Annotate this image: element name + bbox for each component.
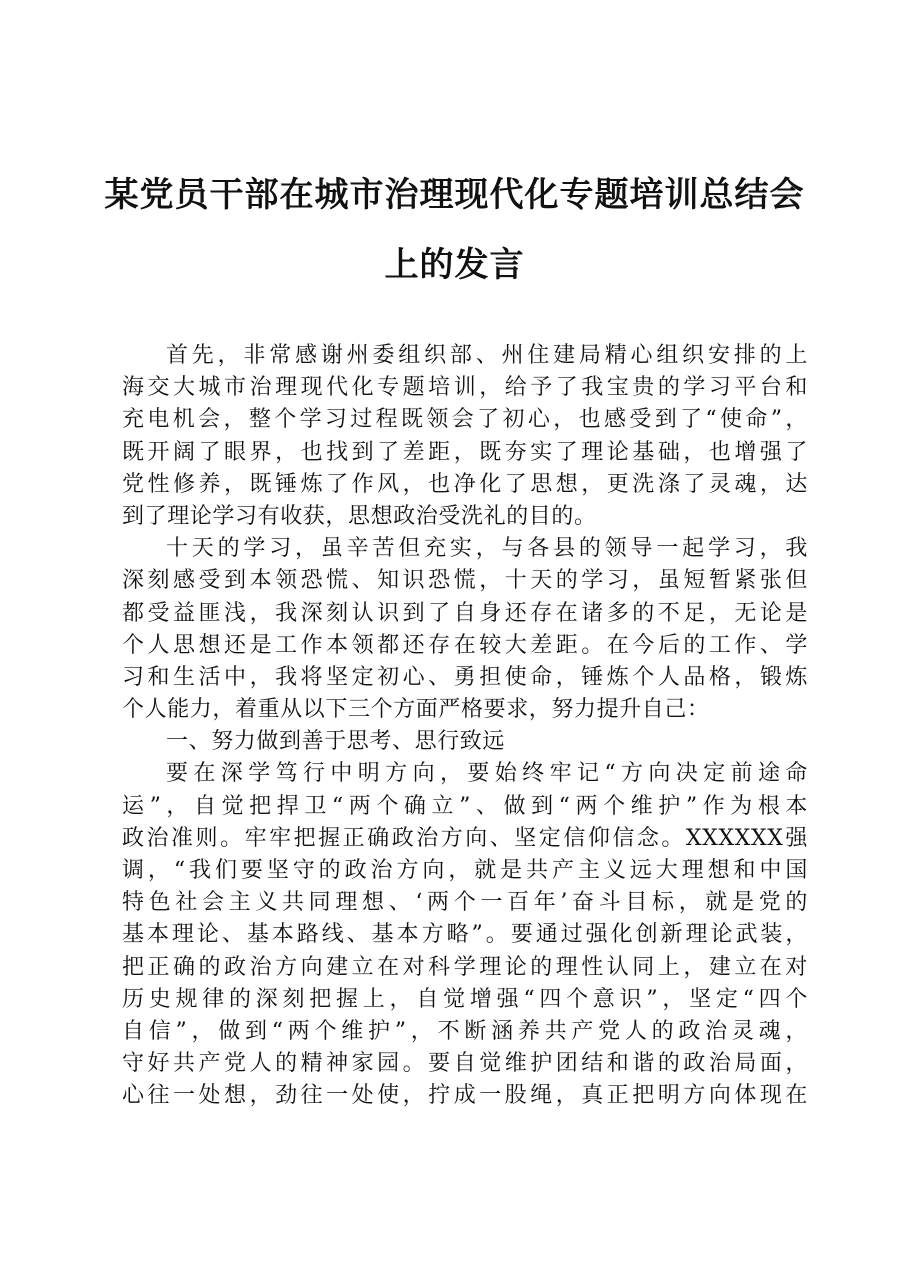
text-line: 历史规律的深刻把握上，自觉增强“四个意识”，坚定“四个 <box>122 986 808 1012</box>
text-line: 要在深学笃行中明方向，要始终牢记“方向决定前途命 <box>166 761 808 787</box>
title-line-1: 某党员干部在城市治理现代化专题培训总结会 <box>104 175 805 215</box>
text-line: 个人思想还是工作本领都还存在较大差距。在今后的工作、学 <box>122 632 808 658</box>
text-line: 运”，自觉把捍卫“两个确立”、做到“两个维护”作为根本 <box>122 793 808 819</box>
text-line: 既开阔了眼界，也找到了差距，既夯实了理论基础，也增强了 <box>122 439 808 465</box>
text-line: 心往一处想，劲往一处使，拧成一股绳，真正把明方向体现在 <box>122 1083 808 1109</box>
text-line: 基本理论、基本路线、基本方略”。要通过强化创新理论武装， <box>122 922 808 948</box>
paragraph-direction <box>122 758 808 1112</box>
text-line: 深刻感受到本领恐慌、知识恐慌，十天的学习，虽短暂紧张但 <box>122 568 808 594</box>
text-line: 首先，非常感谢州委组织部、州住建局精心组织安排的上 <box>166 343 808 368</box>
text-line: 把正确的政治方向建立在对科学理论的理性认同上，建立在对 <box>122 954 808 980</box>
document-title <box>80 160 829 300</box>
text-line: 个人能力，着重从以下三个方面严格要求，努力提升自己： <box>122 697 710 723</box>
text-line: 海交大城市治理现代化专题培训，给予了我宝贵的学习平台和 <box>122 375 808 401</box>
text-line: 政治准则。牢牢把握正确政治方向、坚定信仰信念。XXXXXX强 <box>122 825 808 851</box>
section-heading-text: 一、努力做到善于思考、思行致远 <box>166 729 506 755</box>
section-heading-1 <box>122 726 808 758</box>
text-line: 调，“我们要坚守的政治方向，就是共产主义远大理想和中国 <box>122 858 808 883</box>
document-body <box>122 340 808 1113</box>
text-line: 自信”，做到“两个维护”，不断涵养共产党人的政治灵魂， <box>122 1018 808 1044</box>
text-line: 守好共产党人的精神家园。要自觉维护团结和谐的政治局面， <box>122 1051 808 1077</box>
text-line: 到了理论学习有收获，思想政治受洗礼的目的。 <box>122 503 597 529</box>
text-line: 习和生活中，我将坚定初心、勇担使命，锤炼个人品格，锻炼 <box>122 664 808 690</box>
paragraph-reflection <box>122 533 808 726</box>
title-line-2: 上的发言 <box>384 245 525 285</box>
text-line: 特色社会主义共同理想、‘两个一百年’奋斗目标，就是党的 <box>122 890 808 916</box>
paragraph-gratitude <box>122 340 808 533</box>
text-line: 党性修养，既锤炼了作风，也净化了思想，更洗涤了灵魂，达 <box>122 471 808 497</box>
text-line: 充电机会，整个学习过程既领会了初心，也感受到了“使命”， <box>122 407 808 433</box>
text-line: 都受益匪浅，我深刻认识到了自身还存在诸多的不足，无论是 <box>122 600 808 626</box>
text-line: 十天的学习，虽辛苦但充实，与各县的领导一起学习，我 <box>166 536 808 562</box>
